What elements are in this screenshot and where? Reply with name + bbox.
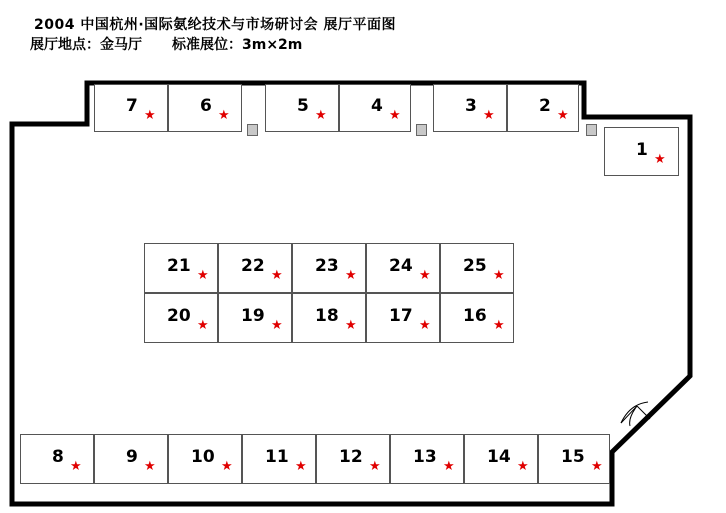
booth-number: 16 xyxy=(463,306,487,326)
booth-1[interactable] xyxy=(604,127,679,176)
booth-4[interactable] xyxy=(339,84,411,132)
booth-22[interactable] xyxy=(218,243,292,293)
booth-12[interactable] xyxy=(316,434,390,484)
booth-number: 11 xyxy=(265,447,289,467)
booth-number: 13 xyxy=(413,447,437,467)
booth-number: 21 xyxy=(167,256,191,276)
star-icon: ★ xyxy=(419,268,431,283)
booth-9[interactable] xyxy=(94,434,168,484)
booth-21[interactable] xyxy=(144,243,218,293)
booth-number: 9 xyxy=(126,447,138,467)
star-icon: ★ xyxy=(271,318,283,333)
star-icon: ★ xyxy=(493,318,505,333)
booth-6[interactable] xyxy=(168,84,242,132)
booth-number: 22 xyxy=(241,256,265,276)
booth-number: 2 xyxy=(539,96,551,116)
star-icon: ★ xyxy=(493,268,505,283)
star-icon: ★ xyxy=(654,152,666,167)
booth-17[interactable] xyxy=(366,293,440,343)
booth-16[interactable] xyxy=(440,293,514,343)
booth-23[interactable] xyxy=(292,243,366,293)
booth-11[interactable] xyxy=(242,434,316,484)
star-icon: ★ xyxy=(443,459,455,474)
star-icon: ★ xyxy=(389,108,401,123)
booth-number: 20 xyxy=(167,306,191,326)
booth-13[interactable] xyxy=(390,434,464,484)
booth-14[interactable] xyxy=(464,434,538,484)
booth-number: 24 xyxy=(389,256,413,276)
booth-number: 10 xyxy=(191,447,215,467)
booth-20[interactable] xyxy=(144,293,218,343)
star-icon: ★ xyxy=(218,108,230,123)
star-icon: ★ xyxy=(591,459,603,474)
pillar-icon xyxy=(247,124,258,136)
booth-24[interactable] xyxy=(366,243,440,293)
booth-number: 15 xyxy=(561,447,585,467)
booth-3[interactable] xyxy=(433,84,507,132)
star-icon: ★ xyxy=(483,108,495,123)
booth-18[interactable] xyxy=(292,293,366,343)
star-icon: ★ xyxy=(419,318,431,333)
booth-number: 3 xyxy=(465,96,477,116)
star-icon: ★ xyxy=(221,459,233,474)
pillar-icon xyxy=(586,124,597,136)
booth-19[interactable] xyxy=(218,293,292,343)
page-title: 2004 中国杭州·国际氨纶技术与市场研讨会 展厅平面图 xyxy=(34,17,397,33)
booth-number: 1 xyxy=(636,140,648,160)
star-icon: ★ xyxy=(315,108,327,123)
pillar-icon xyxy=(416,124,427,136)
booth-number: 17 xyxy=(389,306,413,326)
star-icon: ★ xyxy=(517,459,529,474)
booth-15[interactable] xyxy=(538,434,610,484)
booth-10[interactable] xyxy=(168,434,242,484)
star-icon: ★ xyxy=(70,459,82,474)
booth-number: 5 xyxy=(297,96,309,116)
star-icon: ★ xyxy=(271,268,283,283)
star-icon: ★ xyxy=(144,108,156,123)
standard-booth-size: 标准展位：3m×2m xyxy=(172,37,303,53)
booth-number: 23 xyxy=(315,256,339,276)
booth-number: 12 xyxy=(339,447,363,467)
booth-number: 4 xyxy=(371,96,383,116)
hall-location: 展厅地点：金马厅 xyxy=(30,37,142,53)
booth-number: 18 xyxy=(315,306,339,326)
booth-7[interactable] xyxy=(94,84,168,132)
booth-number: 19 xyxy=(241,306,265,326)
star-icon: ★ xyxy=(557,108,569,123)
booth-8[interactable] xyxy=(20,434,94,484)
booth-2[interactable] xyxy=(507,84,579,132)
booth-number: 25 xyxy=(463,256,487,276)
booth-number: 8 xyxy=(52,447,64,467)
booth-25[interactable] xyxy=(440,243,514,293)
star-icon: ★ xyxy=(295,459,307,474)
star-icon: ★ xyxy=(197,268,209,283)
star-icon: ★ xyxy=(345,318,357,333)
star-icon: ★ xyxy=(369,459,381,474)
star-icon: ★ xyxy=(197,318,209,333)
booth-number: 6 xyxy=(200,96,212,116)
booth-number: 7 xyxy=(126,96,138,116)
star-icon: ★ xyxy=(345,268,357,283)
star-icon: ★ xyxy=(144,459,156,474)
booth-number: 14 xyxy=(487,447,511,467)
booth-5[interactable] xyxy=(265,84,339,132)
